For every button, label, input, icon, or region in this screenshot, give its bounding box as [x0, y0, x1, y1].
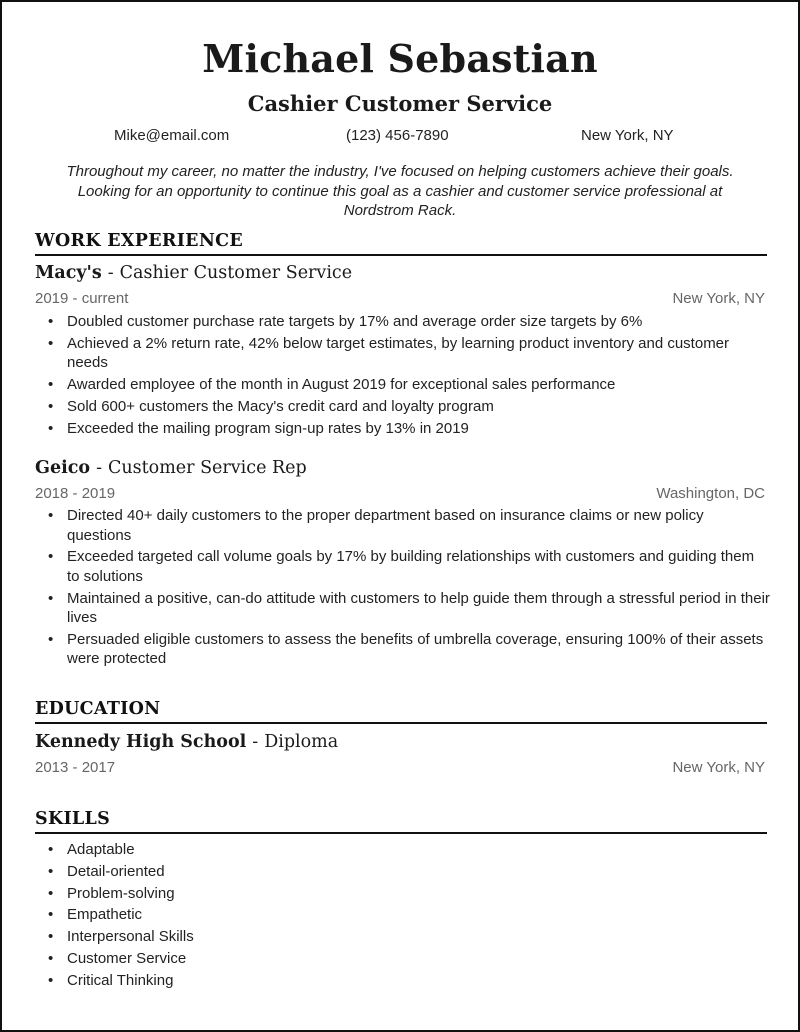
skill-item: • Adaptable [35, 840, 770, 860]
job-separator: - [96, 458, 102, 478]
education-location: New York, NY [672, 759, 765, 776]
skill-item: • Interpersonal Skills [35, 927, 770, 947]
list-item: • Doubled customer purchase rate targets by 17% and average order size targets by 6% [35, 312, 770, 332]
skill-item: • Customer Service [35, 949, 770, 969]
job-company: Macy's [35, 263, 102, 283]
job-separator: - [107, 263, 114, 283]
list-item: • Achieved a 2% return rate, 42% below target estimates, by learning product inventory and customer needs [35, 334, 770, 373]
list-item: • Exceeded the mailing program sign-up rates by 13% in 2019 [35, 419, 770, 439]
list-item: • Persuaded eligible customers to assess the benefits of umbrella coverage, ensuring 100% of their assets were protected [35, 630, 770, 669]
skills-list [35, 840, 770, 993]
section-skills: SKILLS [35, 807, 767, 834]
candidate-title: Cashier Customer Service [247, 91, 553, 116]
education-header [35, 731, 338, 753]
skill-item: • Detail-oriented [35, 862, 770, 882]
list-item: • Sold 600+ customers the Macy's credit card and loyalty program [35, 397, 770, 417]
education-dates: 2013 - 2017 [35, 759, 116, 776]
job-header [35, 262, 352, 284]
section-work-experience: WORK EXPERIENCE [35, 229, 767, 256]
job-header [35, 457, 307, 479]
job-role: Customer Service Rep [107, 458, 307, 478]
skill-item: • Problem-solving [35, 884, 770, 904]
education-separator: - [252, 732, 259, 752]
contact-location: New York, NY [581, 127, 674, 144]
job-role: Cashier Customer Service [119, 263, 353, 283]
job-bullets [35, 312, 770, 440]
list-item: • Exceeded targeted call volume goals by 17% by building relationships with customers and guiding them to solutions [35, 547, 770, 586]
education-degree: Diploma [264, 732, 339, 752]
job-company: Geico [35, 458, 91, 478]
contact-phone: (123) 456-7890 [346, 127, 449, 144]
summary: Throughout my career, no matter the industry, I've focused on helping customers achieve their goals. Looking for an opportunity to continue this goal as a cashier and customer service professional at Nordstrom Rack. [66, 163, 734, 219]
candidate-name: Michael Sebastian [202, 36, 598, 81]
skill-item: • Critical Thinking [35, 971, 770, 991]
job-location: New York, NY [672, 290, 765, 307]
education-school: Kennedy High School [35, 732, 247, 752]
skill-item: • Empathetic [35, 905, 770, 925]
list-item: • Awarded employee of the month in August 2019 for exceptional sales performance [35, 375, 770, 395]
contact-email: Mike@email.com [114, 127, 230, 144]
list-item: • Maintained a positive, can-do attitude with customers to help guide them through a stressful period in their lives [35, 589, 770, 628]
job-dates: 2018 - 2019 [35, 485, 116, 502]
section-education: EDUCATION [35, 697, 767, 724]
job-location: Washington, DC [656, 485, 765, 502]
job-bullets [35, 506, 770, 671]
job-dates: 2019 - current [35, 290, 129, 307]
list-item: • Directed 40+ daily customers to the proper department based on insurance claims or new policy questions [35, 506, 770, 545]
